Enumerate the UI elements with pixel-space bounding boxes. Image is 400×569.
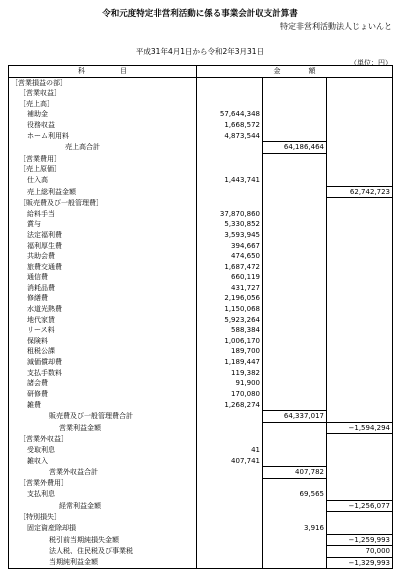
table-row	[9, 325, 393, 336]
row-label: 売上高合計	[9, 142, 197, 154]
amount-col3: −1,256,077	[327, 500, 393, 512]
table-row	[9, 346, 393, 357]
amount-col2	[263, 175, 327, 186]
row-label: 支払利息	[9, 489, 197, 500]
amount-col3	[327, 478, 393, 489]
amount-col3	[327, 399, 393, 410]
amount-col3: −1,594,294	[327, 422, 393, 434]
table-row	[9, 293, 393, 304]
amount-col3	[327, 357, 393, 368]
amount-col1	[197, 512, 263, 523]
amount-col3	[327, 445, 393, 456]
amount-col3	[327, 489, 393, 500]
row-label: ［販売費及び一般管理費］	[9, 198, 197, 209]
row-label: ［売上高］	[9, 99, 197, 110]
row-label: 雑収入	[9, 455, 197, 466]
row-label: ホーム利用料	[9, 131, 197, 142]
amount-col2	[263, 336, 327, 347]
amount-col3: −1,329,993	[327, 557, 393, 569]
table-row	[9, 283, 393, 294]
table-row	[9, 500, 393, 512]
table-row	[9, 434, 393, 445]
table-row	[9, 523, 393, 534]
amount-col2	[263, 368, 327, 379]
row-label: 営業利益金額	[9, 422, 197, 434]
amount-col2	[263, 304, 327, 315]
table-row	[9, 389, 393, 400]
amount-col2: 3,916	[263, 523, 327, 534]
amount-col3	[327, 219, 393, 230]
amount-col2	[263, 120, 327, 131]
amount-col2	[263, 445, 327, 456]
amount-col3	[327, 336, 393, 347]
amount-col3	[327, 230, 393, 241]
amount-col3	[327, 120, 393, 131]
amount-col1: 4,873,544	[197, 131, 263, 142]
amount-col2	[263, 346, 327, 357]
row-label: 固定資産除却損	[9, 523, 197, 534]
amount-col3	[327, 272, 393, 283]
amount-col3	[327, 251, 393, 262]
statement-body	[9, 77, 393, 569]
row-label: 消耗品費	[9, 283, 197, 294]
amount-col1	[197, 142, 263, 154]
table-row	[9, 186, 393, 198]
amount-col2	[263, 293, 327, 304]
amount-col3	[327, 512, 393, 523]
table-row	[9, 77, 393, 88]
table-row	[9, 411, 393, 423]
amount-col1	[197, 99, 263, 110]
amount-col2	[263, 512, 327, 523]
amount-col3	[327, 142, 393, 154]
table-row	[9, 164, 393, 175]
row-label: 賞与	[9, 219, 197, 230]
row-label: 修繕費	[9, 293, 197, 304]
row-label: ［営業損益の部］	[9, 77, 197, 88]
amount-col3	[327, 209, 393, 220]
amount-col1: 1,006,170	[197, 336, 263, 347]
table-row	[9, 198, 393, 209]
table-row	[9, 357, 393, 368]
row-label: 諸会費	[9, 378, 197, 389]
income-statement-table	[8, 65, 393, 569]
amount-col2	[263, 283, 327, 294]
table-row	[9, 557, 393, 569]
amount-col2	[263, 219, 327, 230]
amount-col1	[197, 434, 263, 445]
amount-col2	[263, 422, 327, 434]
table-header-row	[9, 66, 393, 78]
amount-col3	[327, 346, 393, 357]
fiscal-period: 平成31年4月1日から令和2年3月31日	[135, 47, 265, 56]
amount-col2	[263, 389, 327, 400]
amount-col1	[197, 478, 263, 489]
amount-col1: 57,644,348	[197, 109, 263, 120]
amount-col3	[327, 389, 393, 400]
amount-col1: 1,189,447	[197, 357, 263, 368]
document-title: 令和元度特定非営利活動に係る事業会計収支計算書	[102, 9, 298, 19]
amount-col2	[263, 109, 327, 120]
row-label: 給料手当	[9, 209, 197, 220]
row-label: 経常利益金額	[9, 500, 197, 512]
amount-col2	[263, 272, 327, 283]
amount-col2	[263, 557, 327, 569]
row-label: リース料	[9, 325, 197, 336]
amount-col1	[197, 500, 263, 512]
amount-col1	[197, 164, 263, 175]
row-label: 減価償却費	[9, 357, 197, 368]
amount-col2	[263, 357, 327, 368]
amount-col1: 3,593,945	[197, 230, 263, 241]
amount-col2	[263, 153, 327, 164]
amount-col1	[197, 422, 263, 434]
amount-col2	[263, 399, 327, 410]
amount-col1	[197, 88, 263, 99]
amount-col3: −1,259,993	[327, 534, 393, 546]
table-row	[9, 304, 393, 315]
amount-col3	[327, 466, 393, 478]
amount-col3	[327, 99, 393, 110]
table-row	[9, 378, 393, 389]
row-label: ［営業費用］	[9, 153, 197, 164]
table-row	[9, 88, 393, 99]
amount-col2	[263, 186, 327, 198]
table-row	[9, 99, 393, 110]
amount-col3: 70,000	[327, 546, 393, 558]
row-label: 研修費	[9, 389, 197, 400]
amount-col1: 189,700	[197, 346, 263, 357]
row-label: 租税公課	[9, 346, 197, 357]
row-label: 水道光熱費	[9, 304, 197, 315]
amount-col2	[263, 500, 327, 512]
amount-col2	[263, 478, 327, 489]
table-row	[9, 241, 393, 252]
table-row	[9, 512, 393, 523]
amount-col1: 660,119	[197, 272, 263, 283]
table-row	[9, 422, 393, 434]
amount-col1	[197, 557, 263, 569]
amount-col2	[263, 209, 327, 220]
row-label: 売上総利益金額	[9, 186, 197, 198]
amount-col1: 407,741	[197, 455, 263, 466]
amount-col2	[263, 77, 327, 88]
row-label: 法定福利費	[9, 230, 197, 241]
amount-col3	[327, 198, 393, 209]
amount-col1: 91,900	[197, 378, 263, 389]
amount-col2	[263, 534, 327, 546]
amount-col3	[327, 109, 393, 120]
row-label: 補助金	[9, 109, 197, 120]
amount-col2	[263, 325, 327, 336]
amount-col1: 1,687,472	[197, 262, 263, 273]
table-row	[9, 466, 393, 478]
amount-col1	[197, 534, 263, 546]
amount-col1	[197, 466, 263, 478]
table-row	[9, 489, 393, 500]
amount-col2	[263, 164, 327, 175]
row-label: 役務収益	[9, 120, 197, 131]
amount-col1: 1,668,572	[197, 120, 263, 131]
amount-col1: 2,196,056	[197, 293, 263, 304]
amount-col1: 431,727	[197, 283, 263, 294]
row-label: 受取利息	[9, 445, 197, 456]
table-row	[9, 399, 393, 410]
amount-col1: 119,382	[197, 368, 263, 379]
table-row	[9, 368, 393, 379]
table-row	[9, 315, 393, 326]
table-row	[9, 262, 393, 273]
row-label: 通信費	[9, 272, 197, 283]
amount-col3	[327, 368, 393, 379]
row-label: ［営業外収益］	[9, 434, 197, 445]
row-label: 当期純利益金額	[9, 557, 197, 569]
table-row	[9, 142, 393, 154]
amount-col2	[263, 88, 327, 99]
amount-col3	[327, 523, 393, 534]
amount-col2	[263, 241, 327, 252]
amount-col2	[263, 546, 327, 558]
amount-col2	[263, 315, 327, 326]
table-row	[9, 230, 393, 241]
amount-col2	[263, 251, 327, 262]
amount-col1: 474,650	[197, 251, 263, 262]
amount-col1: 5,330,852	[197, 219, 263, 230]
unit-label: （単位：円）	[350, 59, 392, 67]
amount-col3	[327, 153, 393, 164]
row-label: ［特別損失］	[9, 512, 197, 523]
row-label: 販売費及び一般管理費合計	[9, 411, 197, 423]
amount-col2	[263, 434, 327, 445]
amount-col1: 588,384	[197, 325, 263, 336]
table-row	[9, 131, 393, 142]
amount-col3	[327, 315, 393, 326]
amount-col1: 1,150,068	[197, 304, 263, 315]
table-row	[9, 120, 393, 131]
subject-header: 科 目	[9, 66, 197, 78]
amount-col1	[197, 77, 263, 88]
table-row	[9, 478, 393, 489]
row-label: 営業外収益合計	[9, 466, 197, 478]
row-label: ［営業外費用］	[9, 478, 197, 489]
amount-col1	[197, 523, 263, 534]
amount-col3	[327, 378, 393, 389]
amount-col3	[327, 164, 393, 175]
row-label: ［売上原価］	[9, 164, 197, 175]
amount-col1: 170,080	[197, 389, 263, 400]
amount-col3	[327, 241, 393, 252]
amount-col1: 37,870,860	[197, 209, 263, 220]
amount-col1: 394,667	[197, 241, 263, 252]
amount-col3	[327, 262, 393, 273]
amount-col3	[327, 304, 393, 315]
table-row	[9, 175, 393, 186]
amount-col2	[263, 198, 327, 209]
amount-col3	[327, 293, 393, 304]
amount-col2	[263, 131, 327, 142]
amount-col2	[263, 262, 327, 273]
amount-col3	[327, 175, 393, 186]
row-label: 共助会費	[9, 251, 197, 262]
amount-col2: 69,565	[263, 489, 327, 500]
row-label: 税引前当期純損失金額	[9, 534, 197, 546]
table-row	[9, 534, 393, 546]
row-label: 支払手数料	[9, 368, 197, 379]
amount-col3: 62,742,723	[327, 186, 393, 198]
row-label: 雑費	[9, 399, 197, 410]
amount-col1: 1,443,741	[197, 175, 263, 186]
amount-col2	[263, 455, 327, 466]
amount-col2	[263, 230, 327, 241]
amount-col1	[197, 198, 263, 209]
amount-col2	[263, 99, 327, 110]
row-label: 仕入高	[9, 175, 197, 186]
row-label: 地代家賃	[9, 315, 197, 326]
amount-col3	[327, 455, 393, 466]
amount-col1	[197, 186, 263, 198]
row-label: 保険料	[9, 336, 197, 347]
table-row	[9, 109, 393, 120]
table-row	[9, 209, 393, 220]
amount-col1	[197, 153, 263, 164]
amount-header: 金 額	[197, 66, 393, 78]
table-row	[9, 251, 393, 262]
amount-col3	[327, 77, 393, 88]
table-row	[9, 153, 393, 164]
row-label: 福利厚生費	[9, 241, 197, 252]
row-label: 法人税、住民税及び事業税	[9, 546, 197, 558]
amount-col3	[327, 283, 393, 294]
table-row	[9, 546, 393, 558]
amount-col2: 407,782	[263, 466, 327, 478]
table-row	[9, 336, 393, 347]
amount-col2	[263, 378, 327, 389]
amount-col3	[327, 434, 393, 445]
amount-col1: 1,268,274	[197, 399, 263, 410]
table-row	[9, 272, 393, 283]
amount-col3	[327, 88, 393, 99]
row-label: ［営業収益］	[9, 88, 197, 99]
amount-col2: 64,337,017	[263, 411, 327, 423]
table-row	[9, 455, 393, 466]
table-row	[9, 219, 393, 230]
amount-col1: 41	[197, 445, 263, 456]
amount-col3	[327, 411, 393, 423]
row-label: 旅費交通費	[9, 262, 197, 273]
organization-name: 特定非営利活動法人じょいんと	[280, 22, 392, 31]
amount-col1: 5,923,264	[197, 315, 263, 326]
table-row	[9, 445, 393, 456]
amount-col1	[197, 489, 263, 500]
amount-col3	[327, 325, 393, 336]
amount-col2: 64,186,464	[263, 142, 327, 154]
amount-col1	[197, 546, 263, 558]
amount-col3	[327, 131, 393, 142]
amount-col1	[197, 411, 263, 423]
